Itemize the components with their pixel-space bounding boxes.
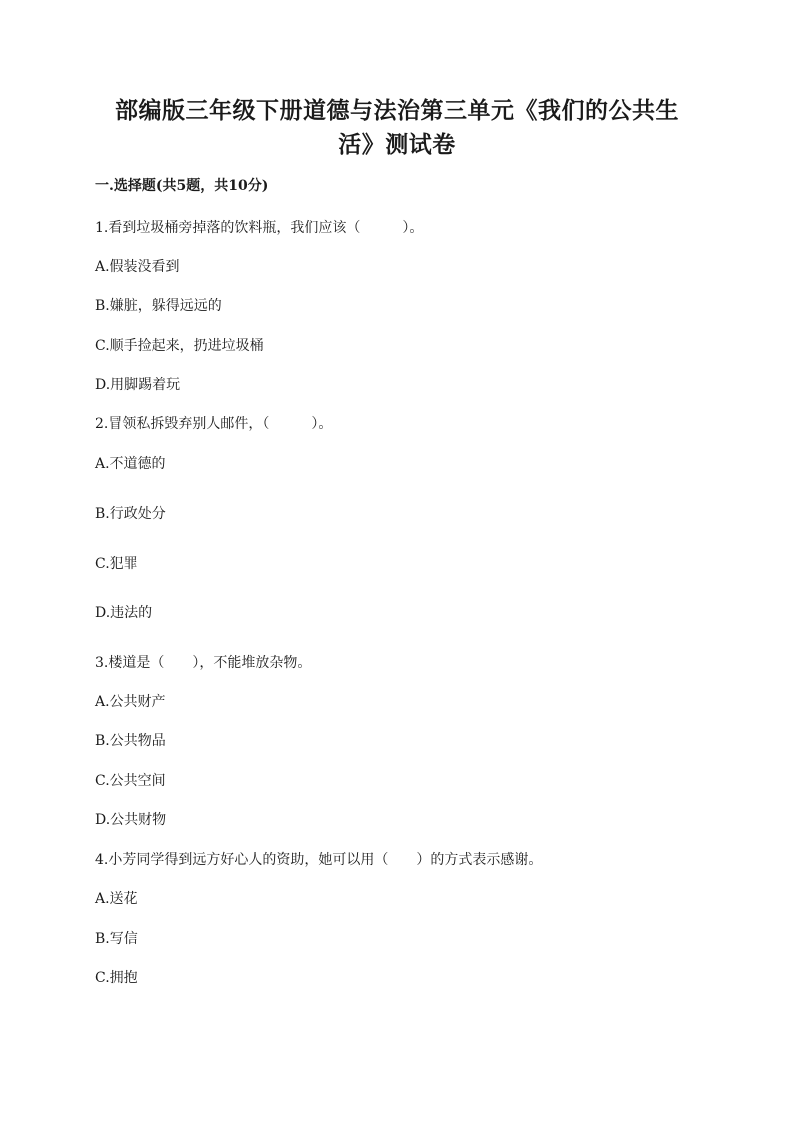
- question-1-option-d: D.用脚踢着玩: [95, 377, 181, 393]
- section-heading: 一.选择题(共5题，共10分): [95, 178, 269, 194]
- question-2-option-c: C.犯罪: [95, 556, 138, 572]
- question-2-stem: 2.冒领私拆毁弃别人邮件，（ ）。: [95, 416, 333, 432]
- question-1-option-a: A.假装没看到: [95, 259, 180, 275]
- question-4-option-b: B.写信: [95, 931, 138, 947]
- question-1-stem: 1.看到垃圾桶旁掉落的饮料瓶，我们应该（ ）。: [95, 220, 424, 236]
- question-4-option-c: C.拥抱: [95, 970, 138, 986]
- question-3-option-b: B.公共物品: [95, 733, 166, 749]
- question-4-option-a: A.送花: [95, 891, 138, 907]
- question-2-option-d: D.违法的: [95, 605, 153, 621]
- question-3-option-a: A.公共财产: [95, 694, 166, 710]
- question-3-option-d: D.公共财物: [95, 812, 167, 828]
- question-3-stem: 3.楼道是（ ），不能堆放杂物。: [95, 655, 312, 671]
- question-1-option-c: C.顺手捡起来，扔进垃圾桶: [95, 338, 264, 354]
- question-2-option-a: A.不道德的: [95, 456, 166, 472]
- question-2-option-b: B.行政处分: [95, 506, 166, 522]
- question-4-stem: 4.小芳同学得到远方好心人的资助，她可以用（ ）的方式表示感谢。: [95, 852, 543, 868]
- exam-title-line-1: 部编版三年级下册道德与法治第三单元《我们的公共生: [115, 97, 679, 124]
- exam-title-line-2: 活》测试卷: [338, 131, 456, 158]
- question-3-option-c: C.公共空间: [95, 773, 166, 789]
- question-1-option-b: B.嫌脏，躲得远远的: [95, 298, 222, 314]
